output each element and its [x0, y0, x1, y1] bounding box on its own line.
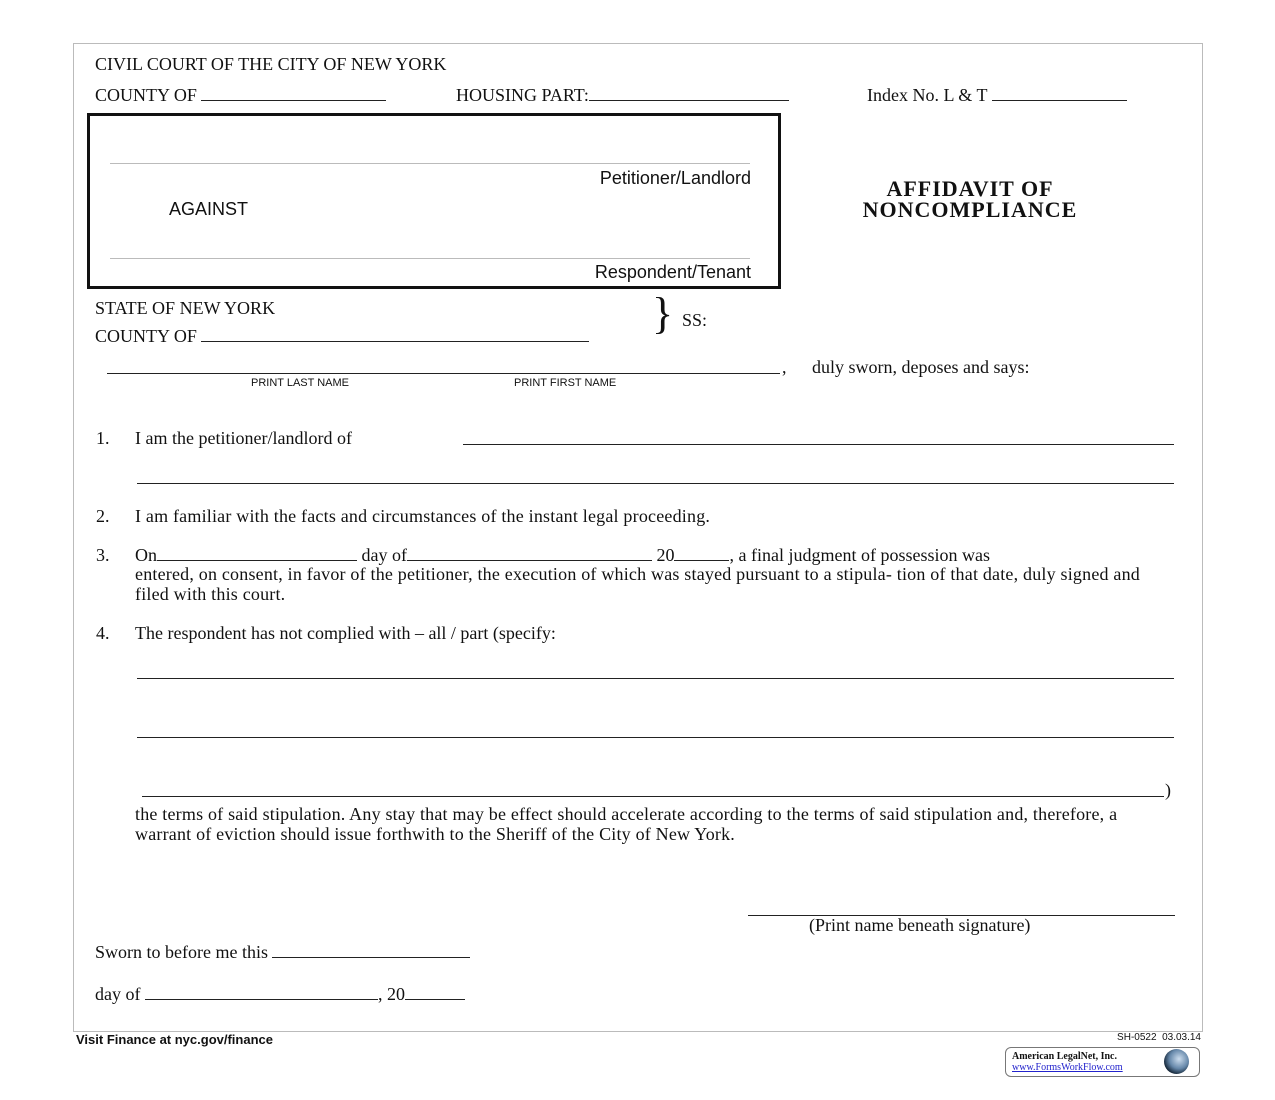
item-4-text: The respondent has not complied with – all / part (specify: — [135, 623, 556, 643]
index-label: Index No. L & T — [867, 85, 988, 105]
jurat-day: day of , 20 — [95, 984, 465, 1005]
specify-line-2[interactable] — [137, 737, 1174, 738]
sworn-label: Sworn to before me this — [95, 942, 268, 962]
item-1-text: I am the petitioner/landlord of — [135, 428, 352, 448]
close-paren: ) — [1165, 780, 1171, 800]
on-label: On — [135, 545, 157, 565]
housing-part-blank[interactable] — [589, 86, 789, 101]
title-line-2: NONCOMPLIANCE — [862, 197, 1078, 222]
brace-icon: } — [652, 289, 674, 338]
housing-part-label: HOUSING PART: — [456, 85, 589, 105]
item-4-number: 4. — [96, 623, 110, 643]
item-2-text: I am familiar with the facts and circumstances of the instant legal proceeding. — [135, 506, 711, 526]
first-name-label: PRINT FIRST NAME — [514, 377, 617, 389]
signature-label: (Print name beneath signature) — [809, 915, 1031, 935]
venue-county-label: COUNTY OF — [95, 326, 197, 346]
day-of-label: day of — [361, 545, 407, 565]
jurat-year-label: 20 — [386, 984, 405, 1004]
venue-state: STATE OF NEW YORK — [95, 298, 276, 318]
venue-county — [95, 326, 589, 347]
premises-line-1[interactable] — [463, 444, 1174, 445]
index-field — [867, 85, 1127, 106]
housing-part-field — [456, 85, 789, 106]
county-field — [95, 85, 386, 106]
logo-name: American LegalNet, Inc. — [1012, 1051, 1117, 1062]
item-3-continuation: entered, on consent, in favor of the petitioner, the execution of which was stayed pursuant to a stipula- tion of that date, duly signed and filed with this court. — [135, 564, 1141, 604]
globe-icon — [1164, 1049, 1189, 1074]
logo-url[interactable]: www.FormsWorkFlow.com — [1012, 1062, 1123, 1073]
sworn-day-blank[interactable] — [272, 943, 470, 958]
year-label: 20 — [656, 545, 675, 565]
ss-label: SS: — [682, 310, 708, 330]
county-blank[interactable] — [201, 86, 386, 101]
last-name-label: PRINT LAST NAME — [251, 377, 350, 389]
finance-link[interactable]: Visit Finance at nyc.gov/finance — [76, 1032, 273, 1047]
specify-line-1[interactable] — [137, 678, 1174, 679]
judgment-year-blank[interactable] — [674, 546, 729, 561]
form-code: SH-0522 03.03.14 — [1117, 1032, 1201, 1043]
venue-county-blank[interactable] — [201, 327, 589, 342]
petitioner-line[interactable] — [110, 163, 750, 164]
specify-line-3[interactable] — [142, 796, 1164, 797]
item-2-number: 2. — [96, 506, 110, 526]
item-1-number: 1. — [96, 428, 110, 448]
jurat-month-blank[interactable] — [145, 985, 378, 1000]
index-blank[interactable] — [992, 86, 1127, 101]
against-label: AGAINST — [169, 199, 249, 219]
deponent-suffix: duly sworn, deposes and says: — [812, 357, 1030, 377]
document-title — [800, 178, 1140, 220]
item-3-number: 3. — [96, 545, 110, 565]
jurat-sworn — [95, 942, 470, 963]
judgment-month-blank[interactable] — [407, 546, 652, 561]
item-3-line — [135, 545, 990, 566]
item-3-rest: , a final judgment of possession was — [729, 545, 990, 565]
respondent-line[interactable] — [110, 258, 750, 259]
judgment-day-blank[interactable] — [157, 546, 357, 561]
conclusion-text: the terms of said stipulation. Any stay that may be effect should accelerate according to the terms of said stipulation and, therefore, a warrant of eviction should issue forthwith to the Sheriff of the City of New York. — [135, 804, 1118, 844]
petitioner-label: Petitioner/Landlord — [599, 168, 751, 188]
court-name: CIVIL COURT OF THE CITY OF NEW YORK — [95, 54, 447, 74]
title-line-1: AFFIDAVIT OF — [886, 176, 1054, 201]
premises-line-2[interactable] — [137, 483, 1174, 484]
jurat-year-blank[interactable] — [405, 985, 465, 1000]
jurat-day-of-label: day of — [95, 984, 141, 1004]
caption-box — [87, 113, 781, 289]
county-label: COUNTY OF — [95, 85, 197, 105]
respondent-label: Respondent/Tenant — [594, 262, 751, 282]
legalnet-logo[interactable] — [1005, 1047, 1200, 1077]
deponent-name-line[interactable] — [107, 373, 780, 374]
